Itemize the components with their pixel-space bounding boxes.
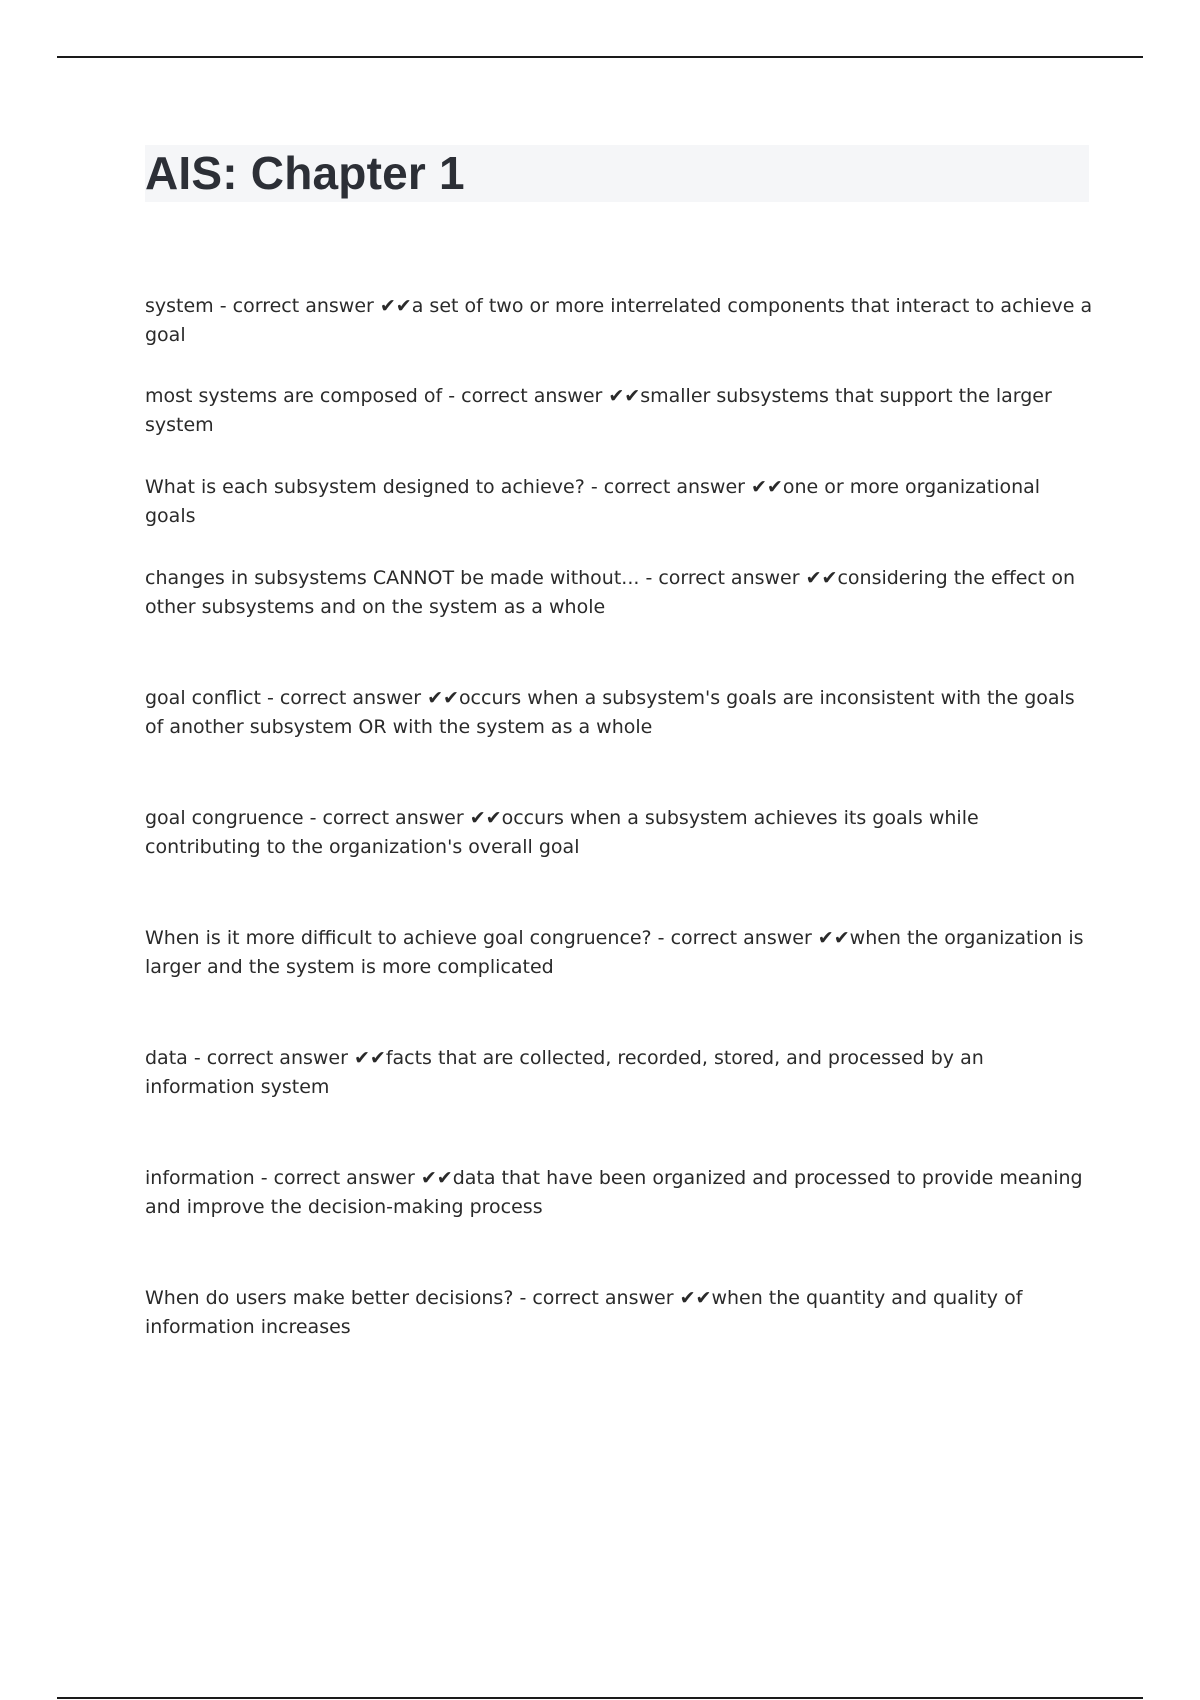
qa-separator: - [213,295,233,317]
qa-separator: - [254,1167,274,1189]
qa-item-subsystem-changes [145,564,1095,622]
check-marks-icon: ✔✔ [799,567,838,589]
check-marks-icon: ✔✔ [811,927,850,949]
qa-answer: a set of two or more interrelated components that interact to achieve a goal [145,295,1093,346]
qa-answer: occurs when a subsystem achieves its goals while contributing to the organization's overall goal [145,807,979,858]
qa-term: goal congruence [145,807,304,829]
qa-separator: - [651,927,671,949]
qa-separator: - [303,807,323,829]
qa-separator: - [442,385,462,407]
qa-term: information [145,1167,255,1189]
qa-label: correct answer [670,927,812,949]
qa-item-subsystem-goal [145,473,1095,531]
check-marks-icon: ✔✔ [673,1287,712,1309]
qa-answer: smaller subsystems that support the larger system [145,385,1052,436]
check-marks-icon: ✔✔ [744,476,783,498]
qa-answer: data that have been organized and processed to provide meaning and improve the decision-making process [145,1167,1083,1218]
qa-label: correct answer [658,567,800,589]
check-marks-icon: ✔✔ [421,687,459,709]
qa-label: correct answer [461,385,603,407]
qa-label: correct answer [279,687,422,709]
qa-answer: considering the effect on other subsystems and on the system as a whole [145,567,1076,618]
qa-term: system [145,295,214,317]
qa-item-goal-congruence [145,804,1095,862]
top-rule [57,56,1143,58]
check-marks-icon: ✔✔ [373,295,412,317]
check-marks-icon: ✔✔ [463,807,502,829]
bottom-rule [57,1697,1143,1699]
check-marks-icon: ✔✔ [602,385,641,407]
qa-label: correct answer [603,476,745,498]
qa-item-congruence-difficulty [145,924,1095,982]
qa-separator: - [187,1047,207,1069]
check-marks-icon: ✔✔ [347,1047,386,1069]
qa-answer: occurs when a subsystem's goals are inconsistent with the goals of another subsystem OR with the system as a whole [145,687,1075,738]
qa-term: When is it more difficult to achieve goal congruence? [145,927,652,949]
qa-label: correct answer [273,1167,415,1189]
qa-answer: facts that are collected, recorded, stored, and processed by an information system [145,1047,984,1098]
qa-term: goal conflict [145,687,261,709]
qa-term: changes in subsystems CANNOT be made without... [145,567,640,589]
qa-label: correct answer [532,1287,674,1309]
qa-term: When do users make better decisions? [145,1287,514,1309]
title-band [145,145,1089,202]
qa-item-system [145,292,1095,350]
qa-answer: one or more organizational goals [145,476,1041,527]
qa-label: correct answer [322,807,464,829]
qa-separator: - [639,567,659,589]
qa-item-composition [145,382,1095,440]
qa-item-data [145,1044,1095,1102]
qa-term: most systems are composed of [145,385,443,407]
qa-term: What is each subsystem designed to achieve? [145,476,585,498]
qa-item-information [145,1164,1095,1222]
qa-label: correct answer [232,295,374,317]
qa-label: correct answer [206,1047,348,1069]
check-marks-icon: ✔✔ [414,1167,453,1189]
qa-item-better-decisions [145,1284,1095,1342]
qa-term: data [145,1047,188,1069]
qa-separator: - [584,476,604,498]
qa-item-goal-conflict [145,684,1095,742]
qa-answer: when the organization is larger and the system is more complicated [145,927,1084,978]
qa-separator: - [260,687,280,709]
page-title: AIS: Chapter 1 [145,147,465,199]
qa-answer: when the quantity and quality of information increases [145,1287,1023,1338]
qa-separator: - [513,1287,533,1309]
